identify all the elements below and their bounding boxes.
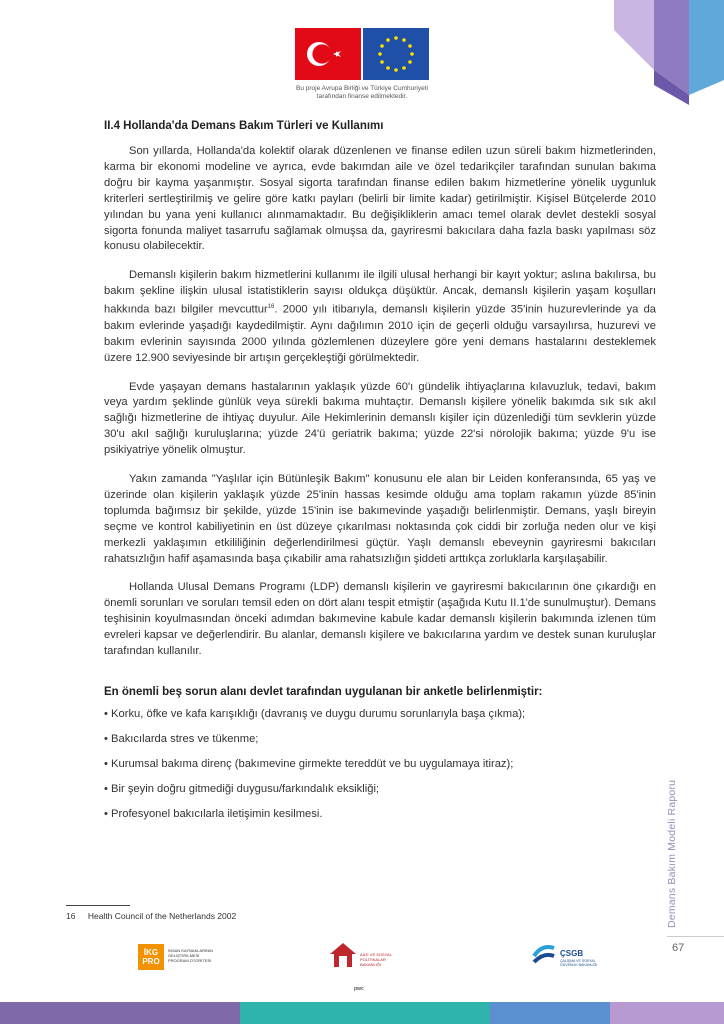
house-icon: [328, 940, 358, 970]
funding-note-line: tarafından finanse edilmektedir.: [316, 93, 408, 100]
pwc-logo: pwc: [354, 986, 364, 992]
aile-bakanligi-text: AİLE VE SOSYAL POLİTİKALAR BAKANLIĞI: [360, 952, 392, 967]
corner-decoration: [614, 0, 724, 105]
paragraph: Son yıllarda, Hollanda'da kolektif olarak düzenlenen ve finanse edilen uzun süreli bakım hizmetlerinden, karma bir ekonomi modeline ve ayrıca, evde bakımdan aile ve özel tedarikçiler tarafından sunulan bakıma doğru bir kayma yaşanmıştır. Sosyal sigorta tarafından finanse edilen bakım hizmetlerine yönelik uygunluk kriterleri sertleştirilmiş ve gelire göre katkı payları (belirli bir limite kadar) getirilmiştir. Kişisel Bütçelerde 2010 yılından bu yana yeni kullanıcı alınmamaktadır. Bu değişikliklerin amacı temel olarak devlet destekli sosyal sigorta fonunda maliyet tasarrufu sağlamak olmuşsa da, gayriresmi bakıcılara daha fazla baskı yapılması söz konusu olabilecektir.: [104, 145, 656, 253]
aile-bakanligi-logo: [328, 940, 398, 976]
csgb-logo: [530, 942, 600, 972]
bottom-color-bar: [0, 1002, 724, 1024]
footnote-text: Health Council of the Netherlands 2002: [87, 911, 237, 921]
footnote-divider: [66, 905, 130, 906]
eu-flag-icon: [363, 28, 429, 80]
ikg-pro-logo: [138, 944, 218, 970]
funding-note-line: Bu proje Avrupa Birliği ve Türkiye Cumhuriyeti: [296, 85, 428, 92]
box-title: En önemli beş sorun alanı devlet tarafından uygulanan bir anketle belirlenmiştir:: [104, 686, 543, 699]
section-title: II.4 Hollanda'da Demans Bakım Türleri ve Kullanımı: [104, 120, 384, 132]
footnote-number: 16: [66, 911, 76, 921]
ikg-pro-mark: İKG PRO: [138, 944, 164, 970]
page-number-divider: [667, 936, 724, 937]
paragraph: Evde yaşayan demans hastalarının yaklaşık yüzde 60'ı gündelik ihtiyaçlarına kılavuzluk, tedavi, bakım veya yardım şeklinde günlük veya sürekli bakıma muhtaçtır. Demanslı kişilere yönelik bakımda sık sık akıl sağlığı hizmetlerine de ihtiyaç duyulur. Aile Hekimlerinin demanslı kişiler için düzenlediği tüm sevklerin yüzde 30'u akıl sağlığı kuruluşlarına; yüzde 24'ü geriatrik bakıma; yüzde 22'si nörolojik bakıma; yüzde 9'u ise psikiyatriye yönelik olmuştur.: [104, 380, 656, 457]
list-item: • Kurumsal bakıma direnç (bakımevine girmekte tereddüt ve bu uygulamaya itiraz);: [104, 757, 656, 772]
footnote-ref: 16: [267, 304, 275, 311]
bar-segment: [240, 1002, 490, 1024]
bar-segment: [490, 1002, 610, 1024]
paragraph: Hollanda Ulusal Demans Programı (LDP) demanslı kişilerin ve gayriresmi bakıcılarının öne çıkardığı en önemli sorunları ve soruları temsil eden on dört alanı tespit etmiştir (aşağıda Kutu II.1'de sunulmuştur). Demans teşhisinin koyulmasından önceki adımdan bakımevine kabule kadar demanslı kişilerin bakımında izlenen tüm evreleri kapsar ve değerlendirir. Bu alanlar, demanslı kişilere ve bakıcılarına yardım ve destek sunan kuruluşlar tarafından kullanılır.: [104, 581, 656, 658]
csgb-subtitle: ÇALIŞMA VE SOSYAL GÜVENLİK BAKANLIĞI: [560, 959, 598, 967]
running-title: Demans Bakım Modeli Raporu: [666, 779, 678, 928]
list-item: • Bakıcılarda stres ve tükenme;: [104, 732, 656, 747]
list-item: • Bir şeyin doğru gitmediği duygusu/farkındalık eksikliği;: [104, 782, 656, 797]
paragraph-text: Demanslı kişilerin bakım hizmetlerini kullanımı ile ilgili ulusal herhangi bir kayıt yoktur; aslına bakılırsa, bu bakım şekline ilişkin ulusal istatistiklerin sayısı oldukça düşüktür. Ancak, demanslı kişilerin yaşam koşulları hakkında bazı bilgiler mevcuttur: [104, 269, 656, 316]
csgb-name: ÇSGB: [560, 949, 584, 958]
footnote: [66, 911, 236, 921]
ikg-pro-subtitle: İNSAN KAYNAKLARININ GELİŞTİRİLMESİ PROGRAM OTORİTESİ: [168, 948, 214, 963]
bar-segment: [0, 1002, 240, 1024]
funding-note: [262, 85, 462, 101]
main-content: [104, 120, 656, 832]
turkey-flag-icon: [295, 28, 361, 80]
problem-list: [104, 707, 656, 822]
paragraph-text: . 2000 yılı itibarıyla, demanslı kişilerin yüzde 35'inin huzurevlerinde ya da bakım evlerinde yaşadığı kaydedilmiştir. Aynı dağılımın 2010 için de geçerli olduğu varsayılırsa, huzurevi ve bakım evlerinin sayısında 2000 yılında gözlemlenen düzeylere göre yeni demans hastalarını desteklemek üzere 12.900 seviyesinde bir artışın gerçekleştiği görülmektedir.: [104, 303, 657, 364]
page-number: 67: [672, 942, 685, 954]
funding-flags: [295, 28, 430, 82]
list-item: • Korku, öfke ve kafa karışıklığı (davranış ve duygu durumu sorunlarıyla başa çıkma);: [104, 707, 656, 722]
paragraph: Yakın zamanda "Yaşlılar için Bütünleşik Bakım" konusunu ele alan bir Leiden konferansında, 65 yaş ve üzerinde olan kişilerin yaklaşık yüzde 25'inin hassas kesimde olduğu ama toplam rakamın yüzde 85'inin toplumda bağımsız bir şekilde, yüzde 15'inin ise bakımevinde yaşadığı belirlenmiştir. Demans, yaşlı bireyin seçme ve kontrol kabiliyetinin en üst düzeye çıkarılması noktasında çok ciddi bir zorluğa neden olur ve kişi merkezli yaklaşımın etkililiğinin değerlendirilmesi güçtür. Yaşlı demanslı ebeveynin gayriresmi bakıcıları rahatsızlığın hafif aşamasında başa çıkabilir ama rahatsızlığın şiddeti arttıkça zorluklarla karşılaşabilir.: [104, 473, 656, 565]
paragraph: [104, 268, 656, 366]
csgb-mark-icon: [530, 942, 558, 966]
bar-segment: [610, 1002, 724, 1024]
list-item: • Profesyonel bakıcılarla iletişimin kesilmesi.: [104, 807, 656, 822]
